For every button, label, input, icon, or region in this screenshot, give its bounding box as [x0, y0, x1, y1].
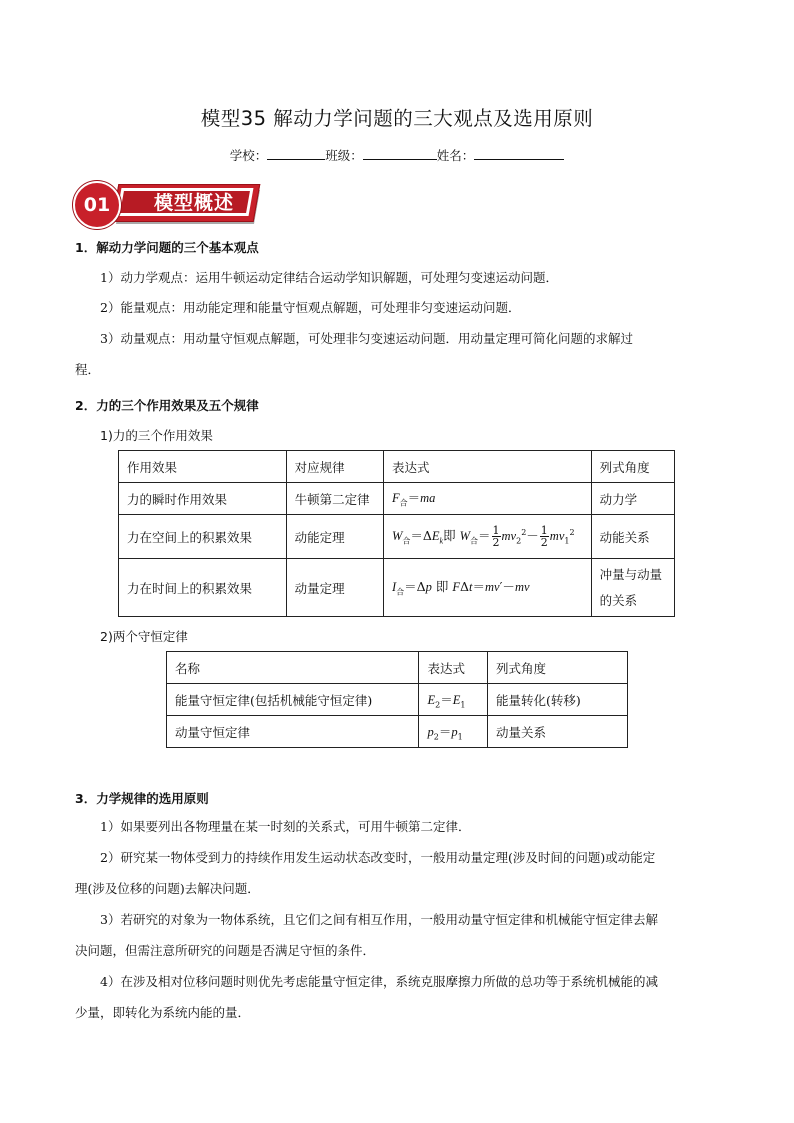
table-row — [119, 559, 675, 617]
name-blank — [474, 147, 564, 160]
table2-header-name: 名称 — [167, 652, 419, 684]
table-row — [119, 483, 675, 515]
section3-heading: 3．力学规律的选用原则 — [75, 791, 209, 806]
section3-item-4: 4）在涉及相对位移问题时则优先考虑能量守恒定律，系统克服摩擦力所做的总功等于系统机械能的减 — [100, 974, 658, 989]
table1-caption: 1)力的三个作用效果 — [100, 428, 213, 443]
table2-header-formula: 表达式 — [419, 652, 487, 684]
table1-cell-formula: $I_合=\Delta p$ 即 FΔt＝mv′－mv — [383, 559, 591, 617]
section3-item-3: 3）若研究的对象为一物体系统，且它们之间有相互作用，一般用动量守恒定律和机械能守恒定律去解 — [100, 912, 658, 927]
table1-header-law: 对应规律 — [286, 451, 383, 483]
table1-cell-law: 动能定理 — [286, 515, 383, 559]
table1-header-formula: 表达式 — [383, 451, 591, 483]
section3-item-2: 2）研究某一物体受到力的持续作用发生运动状态改变时，一般用动量定理(涉及时间的问题)或动能定 — [100, 850, 656, 865]
page-title: 模型35 解动力学问题的三大观点及选用原则 — [200, 107, 594, 130]
table2-cell-name: 能量守恒定律(包括机械能守恒定律) — [167, 684, 419, 716]
table1-header-angle: 列式角度 — [591, 451, 674, 483]
table-row — [119, 451, 675, 483]
force-effects-table — [118, 450, 675, 617]
table1-cell-effect: 力在空间上的积累效果 — [119, 515, 287, 559]
class-label: 班级： — [325, 148, 363, 163]
section1-item-1: 1）动力学观点：运用牛顿运动定律结合运动学知识解题，可处理匀变速运动问题． — [100, 270, 558, 285]
table2-cell-angle: 动量关系 — [487, 716, 627, 748]
table2-cell-name: 动量守恒定律 — [167, 716, 419, 748]
section3-item-1: 1）如果要列出各物理量在某一时刻的关系式，可用牛顿第二定律． — [100, 819, 471, 834]
table2-caption: 2)两个守恒定律 — [100, 629, 188, 644]
name-label: 姓名： — [436, 148, 475, 163]
table-row — [167, 716, 628, 748]
badge-label: 模型概述 — [153, 192, 234, 214]
table-row — [119, 515, 675, 559]
section1-item-3: 3）动量观点：用动量守恒观点解题，可处理非匀变速运动问题．用动量定理可简化问题的求解过 — [100, 331, 633, 346]
section3-item-4-cont: 少量，即转化为系统内能的量． — [75, 1005, 251, 1020]
section3-item-2-cont: 理(涉及位移的问题)去解决问题． — [75, 881, 260, 896]
class-blank — [363, 147, 437, 160]
table2-cell-formula: $p_2=p_1$ — [419, 716, 487, 748]
conservation-laws-table — [166, 651, 628, 748]
school-label: 学校： — [229, 148, 268, 163]
table1-cell-formula: $F_合=ma$ — [383, 483, 591, 515]
table1-cell-law: 牛顿第二定律 — [286, 483, 383, 515]
section1-item-2: 2）能量观点：用动能定理和能量守恒观点解题，可处理非匀变速运动问题． — [100, 300, 521, 315]
table1-cell-formula: $W_合=\Delta E_k$即 $W_合=$ $\frac{1}{2}$ $mv_2^2-$ $\frac{1}{2}$ $mv_1^2$ — [383, 515, 591, 559]
section1-heading: 1．解动力学问题的三个基本观点 — [75, 240, 259, 255]
table-row — [167, 684, 628, 716]
section1-item-3-cont: 程． — [75, 362, 101, 377]
table2-cell-angle: 能量转化(转移) — [487, 684, 627, 716]
table1-cell-angle: 冲量与动量的关系 — [591, 559, 674, 617]
school-info-line — [0, 146, 794, 164]
table2-header-angle: 列式角度 — [487, 652, 627, 684]
table1-cell-law: 动量定理 — [286, 559, 383, 617]
badge-number: 01 — [73, 181, 121, 229]
table1-cell-angle: 动能关系 — [591, 515, 674, 559]
table1-cell-effect: 力在时间上的积累效果 — [119, 559, 287, 617]
table2-cell-formula: $E_2=E_1$ — [419, 684, 487, 716]
table1-cell-effect: 力的瞬时作用效果 — [119, 483, 287, 515]
section2-heading: 2．力的三个作用效果及五个规律 — [75, 398, 259, 413]
section-badge — [73, 181, 263, 227]
table1-header-effect: 作用效果 — [119, 451, 287, 483]
table1-cell-angle: 动力学 — [591, 483, 674, 515]
section3-item-3-cont: 决问题，但需注意所研究的问题是否满足守恒的条件． — [75, 943, 376, 958]
school-blank — [267, 147, 325, 160]
table-row — [167, 652, 628, 684]
